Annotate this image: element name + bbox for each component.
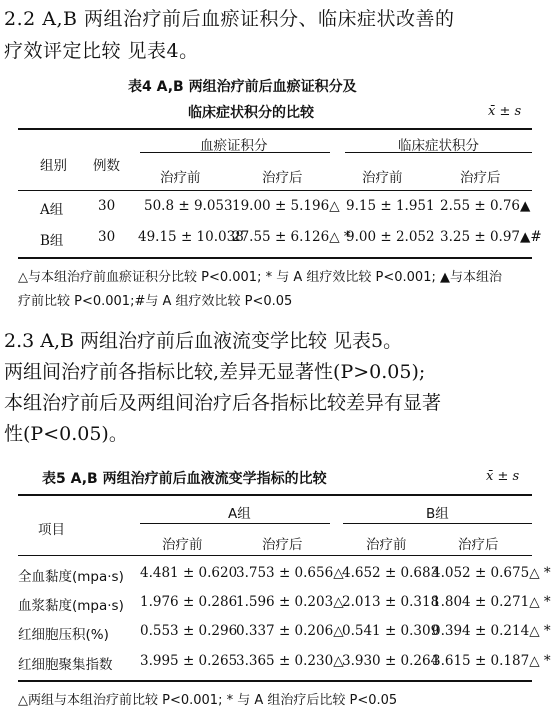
table4-bottom-rule	[18, 257, 532, 259]
table4-row-group: A组	[40, 202, 64, 218]
table5-unit: x̄ ± s	[486, 469, 520, 484]
table4-caption-line1: 表4 A,B 两组治疗前后血瘀证积分及	[128, 79, 357, 95]
table5-row-a1: 0.553 ± 0.296	[140, 623, 238, 639]
section-2-3-line1: 2.3 A,B 两组治疗前后血液流变学比较 见表5。	[4, 330, 403, 352]
table4-row-v1: 49.15 ± 10.038	[138, 229, 244, 245]
table4-top-rule	[18, 128, 532, 130]
table5-row-b1: 0.541 ± 0.309	[342, 623, 440, 639]
table4-row-group: B组	[40, 233, 64, 249]
table5-row-a2: 1.596 ± 0.203△	[236, 594, 344, 610]
table4-sub-after-2: 治疗后	[460, 170, 501, 186]
table5-caption: 表5 A,B 两组治疗前后血液流变学指标的比较	[42, 471, 327, 487]
table5-row-b2: 1.804 ± 0.271△ *	[432, 594, 551, 610]
table4-caption-line2: 临床症状积分的比较	[188, 105, 314, 121]
table5-group-a-header: A组	[228, 506, 251, 522]
table5-row-b2: 4.052 ± 0.675△ *	[432, 565, 551, 581]
table4-row-v2: 27.55 ± 6.126△ *	[232, 229, 351, 245]
table5-note: △两组与本组治疗前比较 P<0.001; * 与 A 组治疗后比较 P<0.05	[18, 693, 398, 708]
table5-group-a-rule	[140, 523, 330, 524]
table4-unit: x̄ ± s	[488, 104, 522, 119]
table5-row-b1: 2.013 ± 0.318	[342, 594, 440, 610]
section-2-3-line2: 两组间治疗前各指标比较,差异无显著性(P>0.05);	[4, 361, 426, 383]
table4-row-v3: 9.15 ± 1.951	[346, 198, 435, 214]
table5-row-a2: 3.753 ± 0.656△	[236, 565, 344, 581]
table5-bottom-rule	[18, 680, 532, 682]
table4-header-rule	[18, 190, 532, 191]
table4-col-group: 组别	[40, 158, 67, 174]
table4-row-v3: 9.00 ± 2.052	[346, 229, 435, 245]
table4-col-n: 例数	[93, 158, 120, 174]
table4-row-v2: 19.00 ± 5.196△	[232, 198, 340, 214]
table4-row-v1: 50.8 ± 9.053	[144, 198, 233, 214]
table5-row-b1: 3.930 ± 0.264	[342, 653, 440, 669]
table4-row-v4: 3.25 ± 0.97▲#	[440, 229, 542, 245]
section-2-3-line3: 本组治疗前后及两组间治疗后各指标比较差异有显著	[4, 392, 442, 414]
table5-sub-before-b: 治疗前	[366, 537, 407, 553]
table4-group2-header: 临床症状积分	[398, 138, 479, 154]
section-2-2-line2: 疗效评定比较 见表4。	[4, 40, 199, 62]
table5-group-b-header: B组	[426, 506, 449, 522]
table5-row-b2: 0.394 ± 0.214△ *	[432, 623, 551, 639]
table5-sub-after-b: 治疗后	[458, 537, 499, 553]
table4-sub-before-2: 治疗前	[362, 170, 403, 186]
table5-top-rule	[18, 494, 532, 496]
table5-row-item: 血浆黏度(mpa·s)	[18, 598, 124, 614]
table4-row-n: 30	[98, 229, 116, 245]
section-2-3-line4: 性(P<0.05)。	[4, 423, 128, 445]
table5-row-item: 全血黏度(mpa·s)	[18, 569, 124, 585]
table5-row-a2: 0.337 ± 0.206△	[236, 623, 344, 639]
table5-sub-before-a: 治疗前	[162, 537, 203, 553]
table5-row-b2: 3.615 ± 0.187△ *	[432, 653, 551, 669]
table5-row-a1: 4.481 ± 0.620	[140, 565, 238, 581]
table4-note-line1: △与本组治疗前血瘀证积分比较 P<0.001; * 与 A 组疗效比较 P<0.001; ▲与本组治	[18, 270, 502, 285]
table5-sub-after-a: 治疗后	[262, 537, 303, 553]
table5-group-b-rule	[343, 523, 532, 524]
table4-sub-before-1: 治疗前	[160, 170, 201, 186]
table5-row-b1: 4.652 ± 0.683	[342, 565, 440, 581]
table4-group1-header: 血瘀证积分	[200, 138, 268, 154]
table5-row-a2: 3.365 ± 0.230△	[236, 653, 344, 669]
table4-note-line2: 疗前比较 P<0.001;#与 A 组疗效比较 P<0.05	[18, 294, 293, 309]
table5-row-a1: 3.995 ± 0.265	[140, 653, 238, 669]
table5-header-rule	[18, 555, 532, 556]
section-2-2-line1: 2.2 A,B 两组治疗前后血瘀证积分、临床症状改善的	[4, 8, 455, 30]
table4-row-v4: 2.55 ± 0.76▲	[440, 198, 531, 214]
table4-row-n: 30	[98, 198, 116, 214]
table5-row-a1: 1.976 ± 0.286	[140, 594, 238, 610]
table5-row-item: 红细胞压积(%)	[18, 627, 109, 643]
table4-sub-after-1: 治疗后	[262, 170, 303, 186]
table5-col-item: 项目	[38, 522, 65, 538]
table5-row-item: 红细胞聚集指数	[18, 657, 113, 673]
